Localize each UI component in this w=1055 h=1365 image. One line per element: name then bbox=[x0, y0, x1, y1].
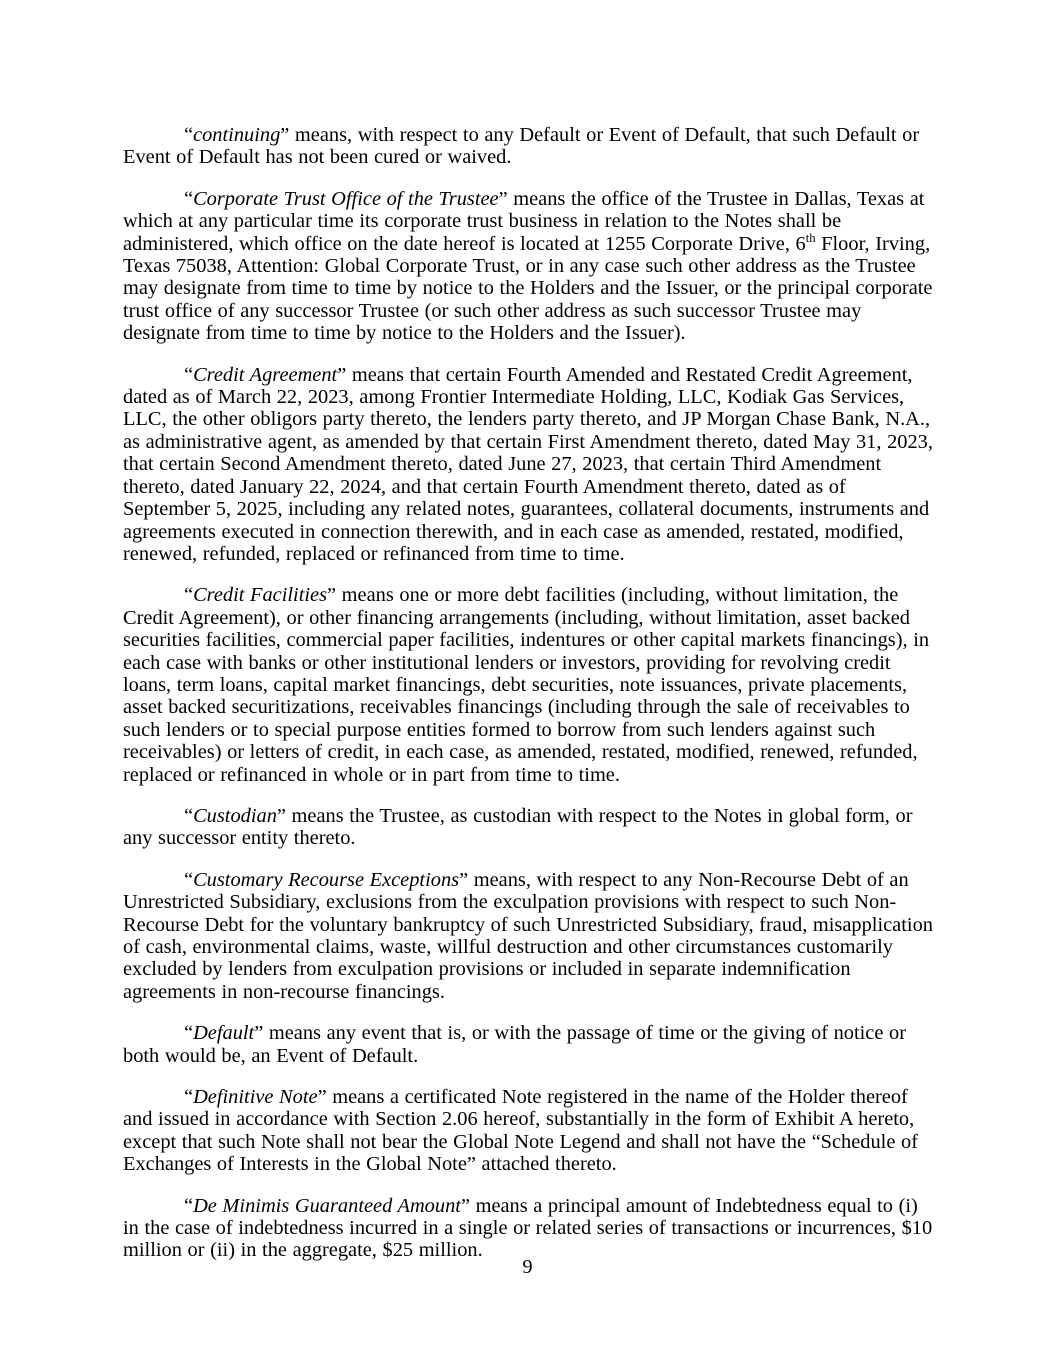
definition-paragraph-customary-recourse-exceptions bbox=[123, 869, 933, 1003]
definition-text: “ bbox=[184, 124, 194, 146]
defined-term: Credit Agreement bbox=[193, 363, 338, 386]
definition-text: ” means one or more debt facilities (including, without limitation, the Credit Agreement), or other financing arrangements (including, without limitation, asset backed securities facilities, commercial paper facilities, indentures or other capital markets financings), in each case with banks or other institutional lenders or investors, providing for revolving credit loans, term loans, capital market financings, debt securities, note issuances, private placements, asset backed securitizations, receivables financings (including through the sale of receivables to such lenders or to special purpose entities formed to borrow from such lenders against such receivables) or letters of credit, in each case, as amended, restated, modified, renewed, refunded, replaced or refinanced in whole or in part from time to time. bbox=[123, 584, 930, 786]
definition-text: ” means, with respect to any Default or Event of Default, that such Default or Event of Default has not been cured or waived. bbox=[123, 124, 920, 169]
definition-text: “ bbox=[184, 584, 194, 607]
defined-term: De Minimis Guaranteed Amount bbox=[193, 1194, 461, 1217]
document-body bbox=[123, 124, 933, 1281]
definition-text: “ bbox=[184, 1086, 194, 1109]
definition-text: ” means the Trustee, as custodian with respect to the Notes in global form, or any successor entity thereto. bbox=[123, 804, 913, 850]
definition-paragraph-corporate-trust-office-of-the-trustee bbox=[123, 188, 933, 345]
definition-text: th bbox=[805, 230, 816, 245]
defined-term: Default bbox=[193, 1022, 255, 1045]
definition-paragraph-credit-agreement bbox=[123, 364, 933, 566]
defined-term: Custodian bbox=[193, 804, 277, 827]
definition-text: ” means the office of the Trustee in Dallas, Texas at which at any particular time its corporate trust business in relation to the Notes shall be administered, which office on the date hereof is located at 1255 Corporate Drive, 6 bbox=[123, 187, 925, 255]
definition-text: ” means, with respect to any Non-Recourse Debt of an Unrestricted Subsidiary, exclusions from the exculpation provisions with respect to such Non-Recourse Debt for the voluntary bankruptcy of such Unrestricted Subsidiary, fraud, misapplication of cash, environmental claims, waste, willful destruction and other circumstances customarily excluded by lenders from exculpation provisions or included in separate indemnification agreements in non-recourse financings. bbox=[123, 868, 933, 1003]
defined-term: Credit Facilities bbox=[193, 584, 328, 607]
definition-text: “ bbox=[184, 804, 194, 827]
defined-term: Corporate Trust Office of the Trustee bbox=[193, 187, 499, 210]
definition-paragraph-continuing bbox=[123, 124, 933, 169]
definition-text: “ bbox=[184, 363, 194, 386]
definition-paragraph-definitive-note bbox=[123, 1086, 933, 1176]
definition-paragraph-de-minimis-guaranteed-amount bbox=[123, 1195, 933, 1262]
definition-paragraph-credit-facilities bbox=[123, 584, 933, 786]
defined-term: Definitive Note bbox=[193, 1086, 318, 1109]
page-number: 9 bbox=[522, 1256, 533, 1278]
definition-text: ” means any event that is, or with the passage of time or the giving of notice or both would be, an Event of Default. bbox=[123, 1022, 906, 1067]
defined-term: Customary Recourse Exceptions bbox=[193, 868, 460, 891]
definition-text: ” means that certain Fourth Amended and Restated Credit Agreement, dated as of March 22, 2023, among Frontier Intermediate Holding, LLC, Kodiak Gas Services, LLC, the other obligors party thereto, the lenders party thereto, and JP Morgan Chase Bank, N.A., as administrative agent, as amended by that certain First Amendment thereto, dated May 31, 2023, that certain Second Amendment thereto, dated June 27, 2023, that certain Third Amendment thereto, dated January 22, 2024, and that certain Fourth Amendment thereto, dated as of September 5, 2025, including any related notes, guarantees, collateral documents, instruments and agreements executed in connection therewith, and in each case as amended, restated, modified, renewed, refunded, replaced or refinanced from time to time. bbox=[123, 363, 933, 565]
definition-paragraph-custodian bbox=[123, 805, 933, 850]
definition-text: “ bbox=[184, 1194, 194, 1217]
definition-text: “ bbox=[184, 1022, 194, 1045]
definition-text: “ bbox=[184, 187, 194, 210]
definition-text: “ bbox=[184, 868, 194, 891]
definition-text: ” means a principal amount of Indebtedness equal to (i) in the case of indebtedness incurred in a single or related series of transactions or incurrences, $10 million or (ii) in the aggregate, $25 million. bbox=[123, 1194, 933, 1262]
definition-paragraph-default bbox=[123, 1022, 933, 1067]
definition-text: ” means a certificated Note registered in the name of the Holder thereof and issued in accordance with Section 2.06 hereof, substantially in the form of Exhibit A hereto, except that such Note shall not bear the Global Note Legend and shall not have the “Schedule of Exchanges of Interests in the Global Note” attached thereto. bbox=[123, 1086, 918, 1176]
definition-text: Floor, Irving, Texas 75038, Attention: Global Corporate Trust, or in any case such other address as the Trustee may designate from time to time by notice to the Holders and the Issuer, or the principal corporate trust office of any successor Trustee (or such other address as such successor Trustee may designate from time to time by notice to the Holders and the Issuer). bbox=[123, 232, 933, 345]
defined-term: continuing bbox=[193, 124, 281, 146]
